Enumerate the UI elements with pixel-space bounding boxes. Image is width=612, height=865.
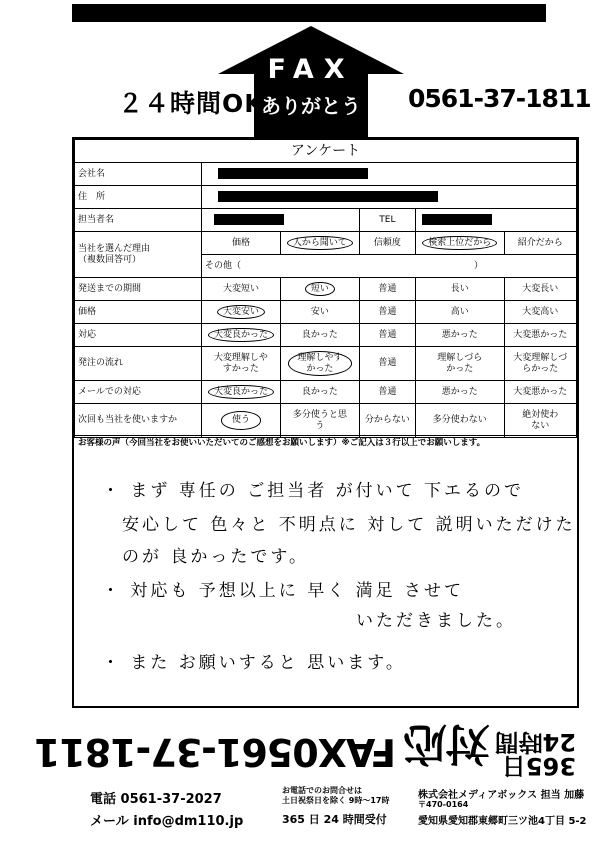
option-text: 大変高い [522,306,559,317]
redaction-block [214,214,284,225]
option-cell[interactable] [359,278,415,301]
handwriting-line: いただきました。 [356,611,516,631]
option-cell[interactable] [504,301,576,324]
reason-option[interactable] [202,232,281,255]
option-text: 普通 [378,329,397,340]
reason-text-circled: 人から聞いて [287,236,353,250]
option-text: 多分使うと思う [292,410,347,431]
footer-company: 株式会社メディアボックス 担当 加藤 [418,790,585,801]
option-cell[interactable] [202,347,281,381]
handwriting-line: のが 良かったです。 [122,547,310,567]
footer-address: 愛知県愛知郡東郷町三ツ池4丁目 5-2 [418,816,587,827]
option-text: 長い [450,283,469,294]
reason-sub-text: （複数回答可） [78,254,142,265]
option-text: 絶対使わない [522,410,559,431]
option-cell[interactable] [202,278,281,301]
option-cell[interactable] [359,324,415,347]
company-label: 会社名 [75,163,202,186]
option-text-circled: 短い [305,282,335,296]
option-text: 安い [310,306,329,317]
flip-24-text: 24時間 [494,728,576,756]
contact-label: 担当者名 [75,209,202,232]
footer-phone[interactable]: 電話 0561-37-2027 [90,792,222,807]
option-cell[interactable] [280,347,359,381]
reason-other-close: ） [473,260,483,271]
option-text: 普通 [378,386,397,397]
option-text: 理解しづらかった [437,353,483,374]
voice-label: お客様の声（今回当社をお使いいただいてのご感想をお願いします）※ご記入は３行以上でお願いします。 [78,438,486,448]
reason-text-circled: 検索上位だから [422,236,497,250]
tel-label: TEL [359,209,415,232]
option-cell[interactable] [415,404,504,438]
option-cell[interactable] [415,301,504,324]
option-cell[interactable] [202,301,281,324]
option-cell[interactable] [359,381,415,404]
flip-fax-number: FAX0561-37-1811 [34,730,396,774]
option-text-circled: 大変良かった [208,328,274,342]
handwriting-line: ・ また お願いすると 思います。 [102,653,406,673]
option-text: 大変理解しづらかった [513,353,568,374]
handwriting-line: 安心して 色々と 不明点に 対して 説明いただけた [122,515,576,535]
option-text: 普通 [378,283,397,294]
tel-note-2: 土日祝祭日を除く 9時〜17時 [282,796,390,805]
option-cell[interactable] [202,381,281,404]
tel-note-1: お電話でのお問合せは [282,786,362,795]
reason-option[interactable] [415,232,504,255]
reason-other-text: その他（ [205,260,242,271]
option-cell[interactable] [280,278,359,301]
handwriting-line: ・ まず 専任の ご担当者 が付いて 下エるので [102,481,525,501]
option-text: 高い [450,306,469,317]
tel-field[interactable] [415,209,576,232]
option-cell[interactable] [202,324,281,347]
survey-title: アンケート [75,140,577,163]
reason-text: 紹介だから [517,237,563,248]
reason-text: 信頼度 [373,237,401,248]
option-text-circled: 使う [221,411,261,429]
address-field[interactable] [202,186,577,209]
option-text-circled: 理解しやすかった [288,351,352,376]
row-label: 次回も当社を使いますか [75,404,202,438]
option-cell[interactable] [359,301,415,324]
option-text: 大変悪かった [513,329,568,340]
option-text: 普通 [378,306,397,317]
survey-sheet [72,137,579,708]
option-cell[interactable] [504,347,576,381]
option-cell[interactable] [504,278,576,301]
footer-mail[interactable]: メール info@dm110.jp [90,814,244,829]
company-field[interactable] [202,163,577,186]
reason-option[interactable] [359,232,415,255]
option-text-circled: 大変安い [217,305,265,319]
option-cell[interactable] [202,404,281,438]
option-text: 良かった [301,386,338,397]
fax-thanks: ありがとう [261,94,361,118]
fax-title: FAX [267,54,355,85]
option-text: 大変長い [522,283,559,294]
reason-label [75,232,202,278]
option-cell[interactable] [280,301,359,324]
option-text: 多分使わない [432,415,487,426]
option-cell[interactable] [415,324,504,347]
fax-arrow-banner [218,26,404,138]
upside-down-banner [34,716,576,784]
redaction-block [218,191,438,202]
contact-field[interactable] [202,209,360,232]
option-cell[interactable] [504,324,576,347]
row-label: 発送までの期間 [75,278,202,301]
redaction-block [422,214,492,225]
option-cell[interactable] [415,278,504,301]
reason-text: 価格 [231,237,250,248]
flip-365 [495,730,576,778]
option-cell[interactable] [359,404,415,438]
option-cell[interactable] [280,324,359,347]
handwriting-line: ・ 対応も 予想以上に 早く 満足 させて [102,581,465,601]
option-text: 普通 [378,358,397,369]
option-text: 大変悪かった [513,386,568,397]
option-cell[interactable] [415,381,504,404]
flip-365-text: 365日 [501,752,576,780]
option-text: 悪かった [441,386,478,397]
redaction-block [218,168,368,179]
option-text-circled: 大変良かった [208,385,274,399]
option-text: 悪かった [441,329,478,340]
option-cell[interactable] [359,347,415,381]
reason-option[interactable] [504,232,576,255]
option-cell[interactable] [280,404,359,438]
option-text: 分からない [364,415,410,426]
footer [34,716,587,861]
footer-zip: 〒470-0164 [418,800,469,809]
row-label: 価格 [75,301,202,324]
reason-other[interactable] [202,255,577,278]
hours-text: ２４時間OK [118,89,265,118]
row-label: 対応 [75,324,202,347]
survey-table [74,139,577,438]
footer-tel-note [282,786,389,806]
option-cell[interactable] [280,381,359,404]
option-text: 大変短い [222,283,259,294]
row-label: 発注の流れ [75,347,202,381]
option-cell[interactable] [415,347,504,381]
option-cell[interactable] [504,381,576,404]
reason-label-text: 当社を選んだ理由 [78,244,151,255]
option-text: 大変理解しやすかった [213,353,268,374]
top-black-bar [72,4,546,22]
option-cell[interactable] [504,404,576,438]
row-label: メールでの対応 [75,381,202,404]
flip-taiou: 対応 [404,718,490,769]
address-label: 住 所 [75,186,202,209]
top-phone: 0561-37-1811 [408,84,591,113]
footer-open: 365 日 24 時間受付 [282,813,387,826]
customer-voice-area[interactable] [74,435,577,707]
option-text: 良かった [301,329,338,340]
reason-option[interactable] [280,232,359,255]
